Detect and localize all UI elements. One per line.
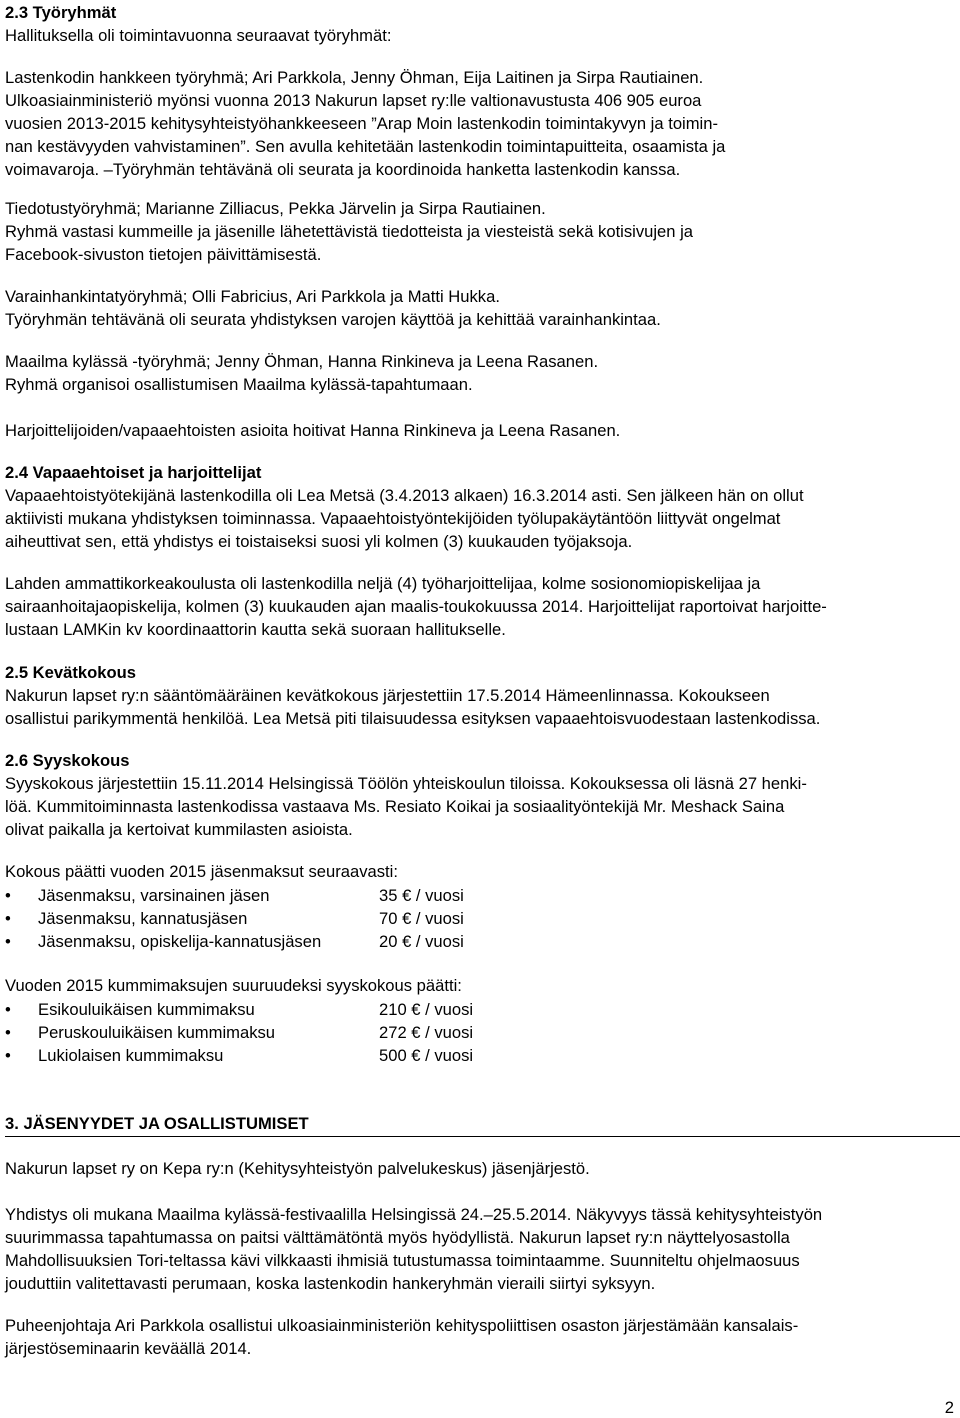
bullet-icon: • (5, 1023, 11, 1042)
text-line: sairaanhoitajaopiskelija, kolmen (3) kuukauden ajan maalis-toukokuussa 2014. Harjoittelijat raportoivat harjoitte- (5, 597, 827, 616)
section-heading: 2.6 Syyskokous (5, 751, 130, 770)
section-2-6 (5, 749, 949, 841)
bullet-icon: • (5, 932, 11, 951)
text-line: voimavaroja. –Työryhmän tehtävänä oli seurata ja koordinoida hanketta lastenkodin kanssa. (5, 160, 681, 179)
text-line: Lahden ammattikorkeakoulusta oli lastenkodilla neljä (4) työharjoittelijaa, kolme sosionomiopiskelijaa ja (5, 574, 761, 593)
section-heading: 3. JÄSENYYDET JA OSALLISTUMISET (5, 1114, 309, 1133)
text-line: Harjoittelijoiden/vapaaehtoisten asioita hoitivat Hanna Rinkineva ja Leena Rasanen. (5, 421, 621, 440)
festivaali-paragraph (5, 1203, 949, 1295)
text-line: osallistui parikymmentä henkilöä. Lea Metsä piti tilaisuudessa esityksen vapaaehtoisvuodestaan lastenkodissa. (5, 709, 821, 728)
text-line: suurimmassa tapahtumassa on paitsi välttämätöntä myös hyödyllistä. Nakurun lapset ry:n näyttelyosastolla (5, 1228, 790, 1247)
fee-label: Jäsenmaksu, opiskelija-kannatusjäsen (38, 932, 322, 951)
text-line: vuosien 2013-2015 kehitysyhteistyöhankkeeseen ”Arap Moin lastenkodin toimintakyvyn ja toimin- (5, 114, 718, 133)
kummi-intro (5, 974, 949, 997)
text-line: aiheuttivat sen, että yhdistys ei toistaiseksi suosi yli kolmen (3) kuukauden työjaksoja. (5, 532, 633, 551)
bullet-icon: • (5, 909, 11, 928)
text-line: Ulkoasiainministeriö myönsi vuonna 2013 Nakurun lapset ry:lle valtionavustusta 406 905 euroa (5, 91, 702, 110)
section-heading: 2.4 Vapaaehtoiset ja harjoittelijat (5, 463, 262, 482)
harjoittelu-paragraph (5, 572, 949, 641)
fee-value: 70 € / vuosi (379, 909, 464, 928)
text-line: Facebook-sivuston tietojen päivittämisestä. (5, 245, 322, 264)
text-line: jouduttiin valitettavasti perumaan, koska lastenkodin hankeryhmän vieraili siirtyi syksyyn. (5, 1274, 656, 1293)
page-number: 2 (944, 1398, 954, 1417)
heading-underline (5, 1136, 960, 1137)
text-line: Nakurun lapset ry:n sääntömääräinen kevätkokous järjestettiin 17.5.2014 Hämeenlinnassa. Kokoukseen (5, 686, 770, 705)
fee-value: 210 € / vuosi (379, 1000, 474, 1019)
kummi-list (5, 998, 949, 1070)
fees-intro (5, 860, 949, 883)
text-line: Varainhankintatyöryhmä; Olli Fabricius, Ari Parkkola ja Matti Hukka. (5, 287, 500, 306)
fee-label: Jäsenmaksu, kannatusjäsen (38, 909, 248, 928)
tiedotus-paragraph (5, 197, 949, 266)
text-line: Mahdollisuuksien Tori-teltassa kävi vilkkaasti ihmisiä tutustumassa toimintaamme. Suunniteltu ohjelmaosuus (5, 1251, 800, 1270)
text-line: Tiedotustyöryhmä; Marianne Zilliacus, Pekka Järvelin ja Sirpa Rautiainen. (5, 199, 546, 218)
text-line: Ryhmä vastasi kummeille ja jäsenille lähetettävistä tiedotteista ja viesteistä sekä kotisivujen ja (5, 222, 694, 241)
text-line: Ryhmä organisoi osallistumisen Maailma kylässä-tapahtumaan. (5, 375, 473, 394)
text-line: nan kestävyyden vahvistaminen”. Sen avulla kehitetään lastenkodin toimintapuitteita, osaamista ja (5, 137, 726, 156)
text-line: löä. Kummitoiminnasta lastenkodissa vastaava Ms. Resiato Koikai ja sosiaalityöntekijä Mr. Meshack Saina (5, 797, 785, 816)
text-line: Syyskokous järjestettiin 15.11.2014 Helsingissä Töölön yhteiskoulun tiloissa. Kokouksessa oli läsnä 27 henki- (5, 774, 807, 793)
harjoittelijat-paragraph (5, 419, 949, 442)
section-2-5 (5, 661, 949, 730)
bullet-icon: • (5, 1000, 11, 1019)
fee-value: 500 € / vuosi (379, 1046, 474, 1065)
text-line: Työryhmän tehtävänä oli seurata yhdistyksen varojen käyttöä ja kehittää varainhankintaa. (5, 310, 661, 329)
section-2-4 (5, 461, 949, 553)
text-line: Vapaaehtoistyötekijänä lastenkodilla oli Lea Metsä (3.4.2013 alkaen) 16.3.2014 asti. Sen jälkeen hän on ollut (5, 486, 804, 505)
paragraph: Hallituksella oli toimintavuonna seuraavat työryhmät: (5, 26, 392, 45)
maailma-paragraph (5, 350, 949, 396)
seminaari-paragraph (5, 1314, 949, 1360)
fee-value: 35 € / vuosi (379, 886, 464, 905)
section-heading: 2.3 Työryhmät (5, 3, 117, 22)
text-line: Puheenjohtaja Ari Parkkola osallistui ulkoasiainministeriön kehityspoliittisen osaston järjestämään kansalais- (5, 1316, 799, 1335)
text-line: Lastenkodin hankkeen työryhmä; Ari Parkkola, Jenny Öhman, Eija Laitinen ja Sirpa Rautiainen. (5, 68, 704, 87)
text-line: Maailma kylässä -työryhmä; Jenny Öhman, Hanna Rinkineva ja Leena Rasanen. (5, 352, 599, 371)
bullet-icon: • (5, 886, 11, 905)
fee-value: 20 € / vuosi (379, 932, 464, 951)
text-line: lustaan LAMKin kv koordinaattorin kautta sekä suoraan hallitukselle. (5, 620, 506, 639)
varainhankinta-paragraph (5, 285, 949, 331)
text-line: aktiivisti mukana yhdistyksen toiminnassa. Vapaaehtoistyöntekijöiden työlupakäytäntöön liittyvät ongelmat (5, 509, 781, 528)
fee-label: Esikouluikäisen kummimaksu (38, 1000, 255, 1019)
section-2-3 (5, 1, 949, 47)
lastenkoti-paragraph (5, 66, 949, 181)
section-heading: 2.5 Kevätkokous (5, 663, 136, 682)
text-line: järjestöseminaarin keväällä 2014. (5, 1339, 252, 1358)
text-line: Kokous päätti vuoden 2015 jäsenmaksut seuraavasti: (5, 862, 398, 881)
text-line: Vuoden 2015 kummimaksujen suuruudeksi syyskokous päätti: (5, 976, 462, 995)
kepa-paragraph (5, 1157, 949, 1180)
fee-label: Lukiolaisen kummimaksu (38, 1046, 224, 1065)
fee-value: 272 € / vuosi (379, 1023, 474, 1042)
fee-label: Peruskouluikäisen kummimaksu (38, 1023, 276, 1042)
text-line: olivat paikalla ja kertoivat kummilasten asioista. (5, 820, 353, 839)
section-3 (5, 1112, 949, 1135)
text-line: Yhdistys oli mukana Maailma kylässä-festivaalilla Helsingissä 24.–25.5.2014. Näkyvyys tässä kehitysyhteistyön (5, 1205, 823, 1224)
bullet-icon: • (5, 1046, 11, 1065)
text-line: Nakurun lapset ry on Kepa ry:n (Kehitysyhteistyön palvelukeskus) jäsenjärjestö. (5, 1159, 590, 1178)
fee-label: Jäsenmaksu, varsinainen jäsen (38, 886, 270, 905)
fees-list (5, 884, 949, 956)
